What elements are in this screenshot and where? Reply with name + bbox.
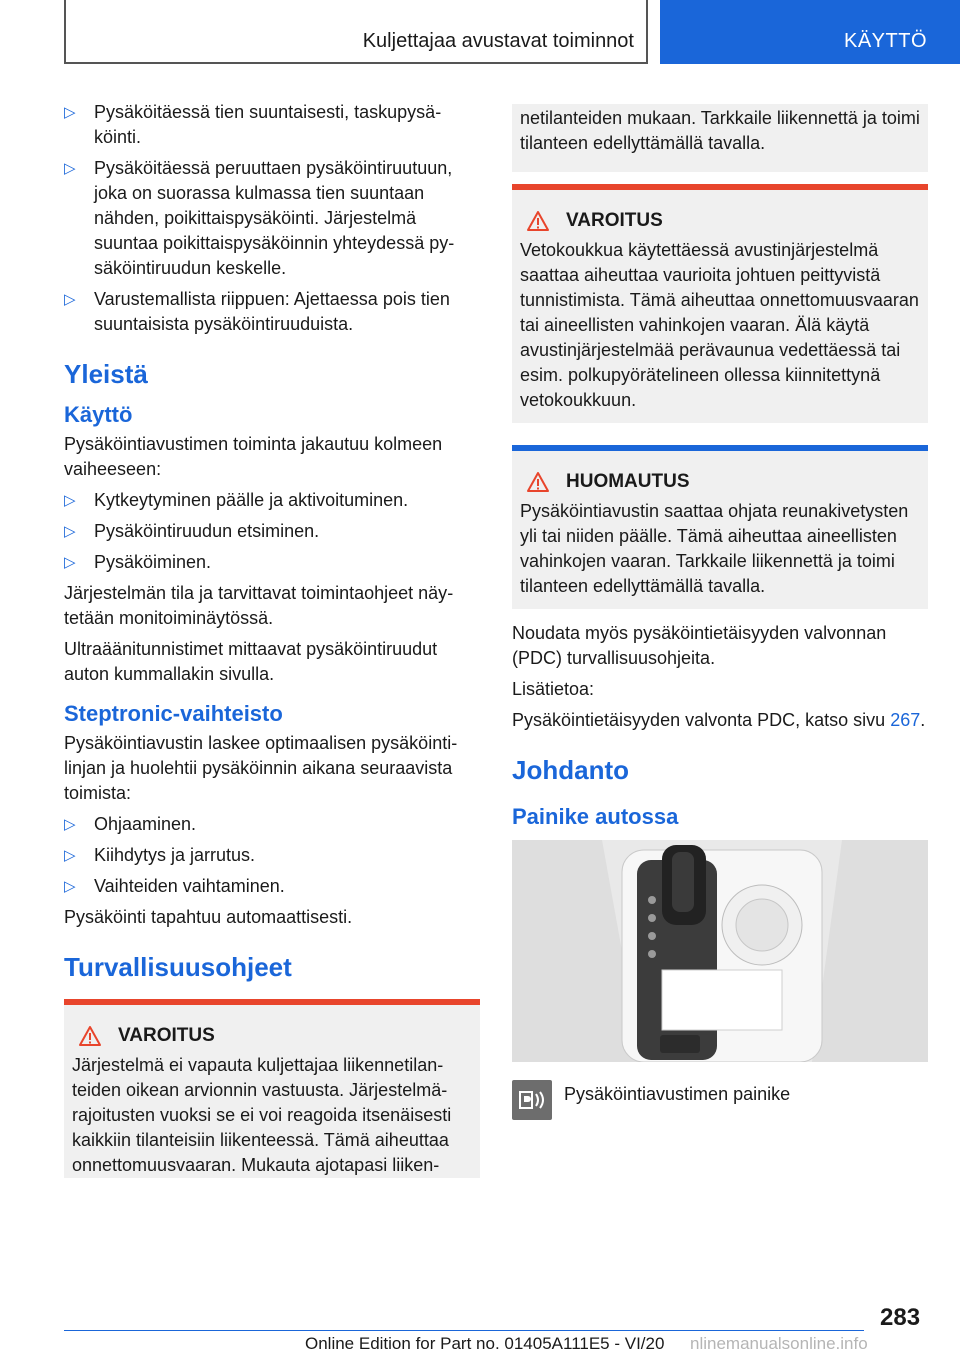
list-item: ▷ Pysäköitäessä peruuttaen pysäköintiruutuun, joka on suorassa kulmassa tien suuntaan nähden, poikittaispysäköinti. Järjestelmä suuntaa poikittaispysäköinnin yhteydessä pysäköintiruudun keskelle. [64,158,455,278]
footer-divider [64,1330,864,1331]
notice-box [512,445,928,609]
center-console-illustration [512,840,928,1062]
phase-list [64,488,480,575]
warning-text: Järjestelmä ei vapauta kuljettajaa liikennetilanteiden oikean arvionnin vastuusta. Järjestelmärajoitusten vuoksi se ei voi reagoida itsenäisesti kaikkiin tilanteisiin liikenteessä. Tämä aiheuttaa onnettomuusvaaran. Mukauta ajotapasi liiken- [72,1055,452,1175]
footer-watermark: nlinemanualsonline.info [690,1334,868,1353]
auto-text: Pysäköinti tapahtuu automaattisesti. [64,907,353,927]
heading-safety: Turvallisuusohjeet [64,952,292,982]
list-item: ▷ Ohjaaminen. [64,812,480,837]
list-item: ▷ Pysäköitäessä tien suuntaisesti, taskupysäköinti. [64,102,442,147]
header-chapter-label: KÄYTTÖ [844,30,928,52]
warning-text: Vetokoukkua käytettäessä avustinjärjestelmä saattaa aiheuttaa vaurioita johtuen peittyvistä tunnistimista. Tämä aiheuttaa onnettomuusvaaran tai aineellisten vahinkojen vaaran. Älä käytä avustinjärjestelmää perävaunua vedettäessä tai esim. polkupyörätelineen ollessa kiinnitettynä vetokoukkuun. [520,240,919,410]
warning-title: VAROITUS [72,1025,472,1047]
more-info-label: Lisätietoa: [512,679,595,699]
warning-triangle-icon [526,210,550,232]
warning-text-continued: netilanteiden mukaan. Tarkkaile liikennettä ja toimi tilanteen edellyttämällä tavalla. [520,108,920,153]
warning-box-2 [512,184,928,423]
right-column [512,104,928,1120]
list-item: ▷ Varustemallista riippuen: Ajettaessa pois tien suuntaisista pysäköintiruuduista. [64,289,450,334]
header-chapter-tab [660,0,960,64]
button-caption: Pysäköintiavustimen painike [564,1084,791,1104]
bullet-triangle-icon: ▷ [64,523,76,540]
bullet-triangle-icon: ▷ [64,554,76,571]
operation-text: Pysäköintiavustimen toiminta jakautuu kolmeen vaiheeseen: [64,434,443,479]
heading-button-in-car: Painike autossa [512,804,679,829]
header-section-box [64,0,648,64]
notice-title: HUOMAUTUS [520,471,920,493]
heading-introduction: Johdanto [512,755,629,785]
bullet-triangle-icon: ▷ [64,878,76,895]
footer-edition-text: Online Edition for Part no. 01405A111E5 - VI/20 [305,1334,665,1353]
heading-operation: Käyttö [64,402,133,427]
heading-steptronic: Steptronic-vaihteisto [64,701,283,726]
warning-box-1-continued [512,104,928,172]
center-console-photo [512,840,928,1062]
warning-triangle-icon [78,1025,102,1047]
page-number: 283 [880,1304,921,1331]
status-text: Järjestelmän tila ja tarvittavat toimintaohjeet näytetään monitoiminäytössä. [64,583,454,628]
list-item: ▷ Pysäköintiruudun etsiminen. [64,519,480,544]
list-item: ▷ Vaihteiden vaihtaminen. [64,874,480,899]
bullet-triangle-icon: ▷ [64,816,76,833]
bullet-triangle-icon: ▷ [64,160,76,177]
list-item: ▷ Kiihdytys ja jarrutus. [64,843,480,868]
bullet-triangle-icon: ▷ [64,492,76,509]
heading-general: Yleistä [64,359,148,389]
action-list [64,812,480,899]
steptronic-text: Pysäköintiavustin laskee optimaalisen pysäköintilinjan ja huolehtii pysäköinnin aikana seuraavista toimista: [64,733,458,803]
bullet-triangle-icon: ▷ [64,291,76,308]
bullet-triangle-icon: ▷ [64,847,76,864]
sensor-text: Ultraäänitunnistimet mittaavat pysäköintiruudut auton kummallakin sivulla. [64,639,438,684]
button-caption-row [512,1080,928,1120]
warning-box-1 [64,999,480,1178]
header-section-title: Kuljettajaa avustavat toiminnot [362,30,634,52]
notice-triangle-icon [526,471,550,493]
parking-assistant-button-icon [512,1080,552,1120]
list-item: ▷ Pysäköiminen. [64,550,480,575]
pdc-text: Noudata myös pysäköintietäisyyden valvonnan (PDC) turvallisuusohjeita. [512,623,887,668]
list-item: ▷ Kytkeytyminen päälle ja aktivoituminen. [64,488,480,513]
bullet-triangle-icon: ▷ [64,104,76,121]
intro-bullet-list [64,100,480,337]
notice-text: Pysäköintiavustin saattaa ohjata reunakivetysten yli tai niiden päälle. Tämä aiheuttaa aineellisten vahinkojen vaaran. Tarkkaile liikennettä ja toimi tilanteen edellyttämällä tavalla. [520,501,909,596]
pdc-reference: Pysäköintietäisyyden valvonta PDC, katso sivu 267. [512,710,926,730]
page-link[interactable]: 267 [890,710,921,730]
warning-title: VAROITUS [520,210,920,232]
left-column [64,100,480,1190]
